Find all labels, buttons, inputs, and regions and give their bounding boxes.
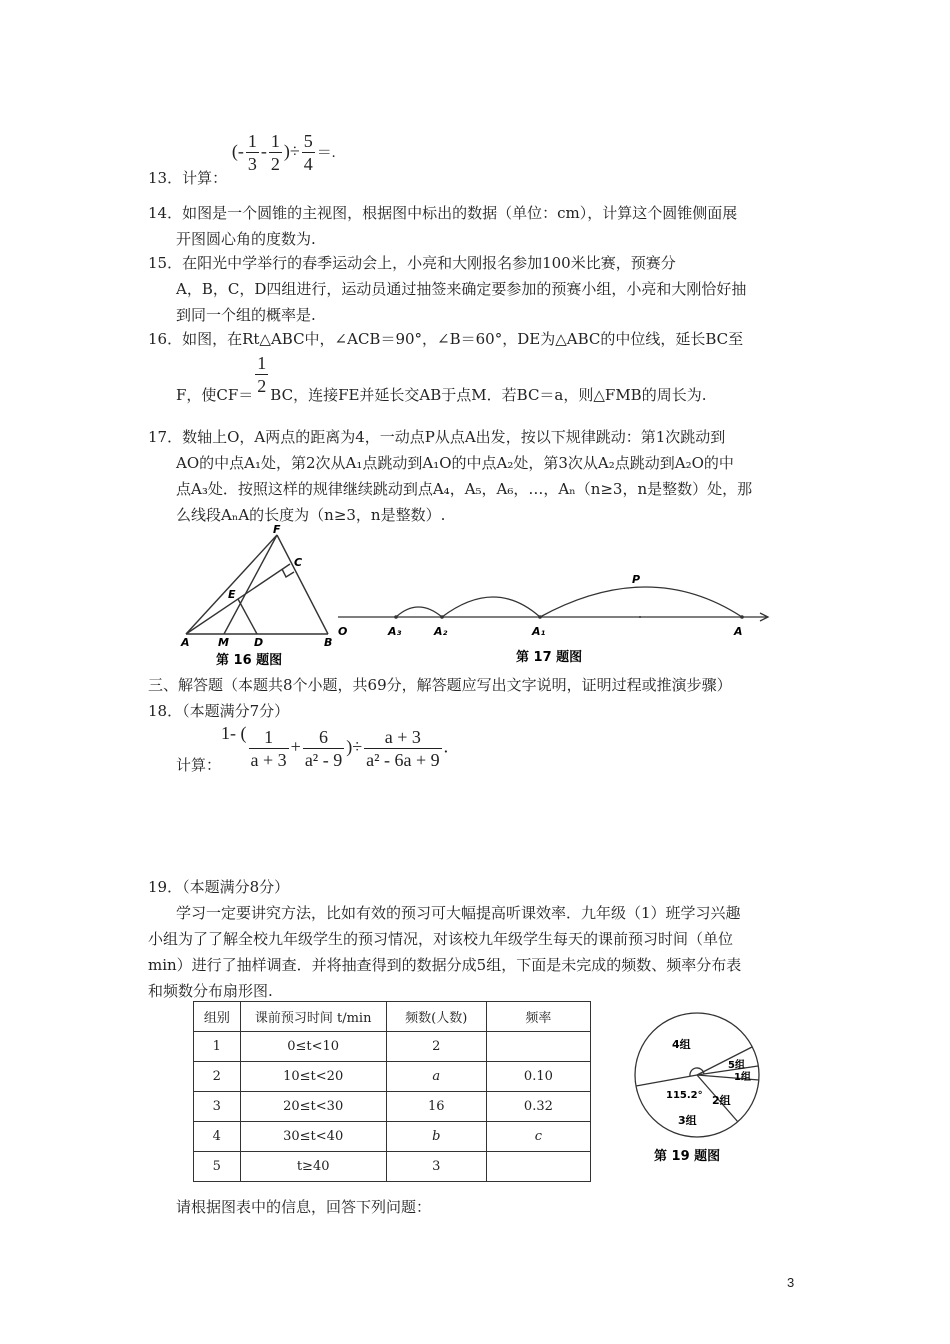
fig16-right-angle (282, 569, 294, 577)
table-cell: t≥40 (240, 1152, 386, 1182)
pie-label-5: 5组 (728, 1060, 745, 1071)
q18-fraction-3: $\frac{a + 3}{\text{a² - 6a + 9}}$ (366, 727, 440, 770)
table-header: 课前预习时间 t/min (240, 1002, 386, 1032)
q19-para-line-4: 和频数分布扇形图. (148, 982, 273, 1000)
table-cell: 10≤t<20 (240, 1062, 386, 1092)
question-15 (148, 250, 746, 328)
table-row (194, 1062, 591, 1092)
q18-fraction-2: $\frac{6}{\text{a² - 9}}$ (304, 727, 343, 770)
table-header: 频率 (486, 1002, 590, 1032)
fig16-label-c: C (294, 556, 303, 569)
table-cell: 16 (386, 1092, 486, 1122)
table-row (194, 1032, 591, 1062)
question-17 (148, 424, 752, 528)
q15-line-3: 到同一个组的概率是. (176, 306, 316, 324)
table-cell: 3 (194, 1092, 241, 1122)
table-cell (486, 1032, 590, 1062)
table-cell: b (386, 1122, 486, 1152)
fig17-point-a (740, 615, 744, 619)
table-cell: 30≤t<40 (240, 1122, 386, 1152)
fig17-label-p: P (632, 573, 641, 586)
q19-pie-chart (620, 1000, 775, 1175)
q19-para-line-3: min）进行了抽样调查．并将抽查得到的数据分成5组，下面是未完成的频数、频率分布表 (148, 956, 742, 974)
fig16-line-ed (238, 599, 257, 634)
fig17-label-a3: A₃ (388, 625, 402, 638)
fig17-point-a1 (538, 615, 542, 619)
q13-expression: (- $\frac{1}{3}$ - $\frac{1}{2}$ )÷ $\frac{5}{4}$ ＝. (231, 131, 336, 174)
fig16-label-e: E (228, 588, 236, 601)
q14-line-1: 14．如图是一个圆锥的主视图，根据图中标出的数据（单位：cm），计算这个圆锥侧面展 (148, 204, 738, 222)
table-cell: 2 (194, 1062, 241, 1092)
table-cell: 0≤t<10 (240, 1032, 386, 1062)
table-cell: 20≤t<30 (240, 1092, 386, 1122)
q16-line-2: F，使CF＝ $\frac{1}{2}$ BC，连接FE并延长交AB于点M．若BC＝a，则△FMB的周长为. (176, 353, 707, 404)
fig17-arc-a1-a (540, 587, 742, 617)
fig17-point-a2 (440, 615, 444, 619)
page-number: 3 (787, 1275, 795, 1290)
fig17-label-a: A (734, 625, 743, 638)
table-cell (486, 1152, 590, 1182)
table-cell: 4 (194, 1122, 241, 1152)
table-row (194, 1122, 591, 1152)
q16-fraction: $\frac{1}{2}$ (257, 353, 267, 396)
q17-line-2: AO的中点A₁处，第2次从A₁点跳动到A₁O的中点A₂处，第3次从A₂点跳动到A₂O的中 (176, 454, 734, 472)
fig17-label-a1: A₁ (532, 625, 546, 638)
question-13 (148, 130, 336, 187)
q13-fraction-1: $\frac{1}{3}$ (247, 131, 257, 174)
pie-label-2: 2组 (712, 1094, 731, 1107)
fig17-tick-mid (639, 616, 641, 618)
pie-label-3: 3组 (678, 1114, 697, 1127)
fig16-label-a: A (181, 636, 190, 649)
fig17-point-a3 (394, 615, 398, 619)
q15-line-1: 15．在阳光中学举行的春季运动会上，小亮和大刚报名参加100米比赛，预赛分 (148, 254, 676, 272)
q17-line-4: 么线段AₙA的长度为（n≥3，n是整数）. (176, 506, 446, 524)
fig17-label-o: O (338, 625, 348, 638)
q13-number: 13．计算： (148, 168, 228, 187)
pie-divider (636, 1075, 697, 1086)
table-cell: 0.10 (486, 1062, 590, 1092)
fig17-label-a2: A₂ (434, 625, 448, 638)
figure-17 (330, 565, 775, 670)
q15-line-2: A，B，C，D四组进行，运动员通过抽签来确定要参加的预赛小组，小亮和大刚恰好抽 (176, 280, 747, 298)
table-cell: a (386, 1062, 486, 1092)
fig17-arc-a3-a2 (396, 607, 442, 617)
section-3-heading: 三、解答题（本题共8个小题，共69分，解答题应写出文字说明，证明过程或推演步骤） (148, 676, 732, 694)
pie-label-1: 1组 (734, 1072, 751, 1083)
q13-fraction-3: $\frac{5}{4}$ (303, 131, 313, 174)
q19-frequency-table (193, 1001, 591, 1182)
fig16-label-f: F (273, 523, 281, 536)
q14-line-2: 开图圆心角的度数为. (176, 230, 316, 248)
pie-angle-label: 115.2° (666, 1090, 703, 1101)
fig16-label-b: B (324, 636, 333, 649)
q19-closing: 请根据图表中的信息，回答下列问题： (176, 1198, 432, 1216)
q16-line-1: 16．如图，在Rt△ABC中，∠ACB＝90°，∠B＝60°，DE为△ABC的中位线，延长BC至 (148, 330, 744, 348)
table-header-row (194, 1002, 591, 1032)
q18-expression: 1- ( $\frac{1}{a + 3}$ + $\frac{6}{\text{a² - 9}}$ )÷ $\frac{a + 3}{\text{a² - 6a + 9}}$ . (221, 722, 449, 770)
question-18 (176, 722, 449, 774)
table-header: 频数(人数) (386, 1002, 486, 1032)
fig16-label-m: M (218, 636, 229, 649)
fig17-caption: 第 17 题图 (516, 650, 583, 665)
figure-16 (176, 522, 346, 670)
pie-label-4: 4组 (672, 1038, 691, 1051)
question-14 (148, 200, 737, 252)
table-cell: 1 (194, 1032, 241, 1062)
table-header: 组别 (194, 1002, 241, 1032)
question-16 (148, 326, 743, 352)
table-cell: 2 (386, 1032, 486, 1062)
table-cell: 5 (194, 1152, 241, 1182)
fig17-arc-a2-a1 (442, 597, 540, 617)
q17-line-1: 17．数轴上O，A两点的距离为4，一动点P从点A出发，按以下规律跳动：第1次跳动到 (148, 428, 726, 446)
q19-paragraph (148, 900, 808, 1004)
q19-head: 19．（本题满分8分） (148, 878, 290, 896)
table-cell: 3 (386, 1152, 486, 1182)
table-cell: 0.32 (486, 1092, 590, 1122)
q18-label: 计算： (176, 756, 222, 774)
table-row (194, 1092, 591, 1122)
fig16-caption: 第 16 题图 (216, 653, 283, 668)
table-row (194, 1152, 591, 1182)
q18-fraction-1: $\frac{1}{a + 3}$ (250, 727, 287, 770)
q19-para-line-1: 学习一定要讲究方法，比如有效的预习可大幅提高听课效率．九年级（1）班学习兴趣 (176, 904, 741, 922)
q18-head: 18．（本题满分7分） (148, 702, 290, 720)
fig16-line-fb (277, 535, 328, 634)
q13-fraction-2: $\frac{1}{2}$ (270, 131, 280, 174)
pie-caption: 第 19 题图 (654, 1149, 721, 1164)
q19-para-line-2: 小组为了了解全校九年级学生的预习情况，对该校九年级学生每天的课前预习时间（单位 (148, 930, 734, 948)
fig16-label-d: D (254, 636, 264, 649)
table-cell: c (486, 1122, 590, 1152)
q17-line-3: 点A₃处．按照这样的规律继续跳动到点A₄，A₅，A₆，…，Aₙ（n≥3，n是整数）处，那 (176, 480, 753, 498)
